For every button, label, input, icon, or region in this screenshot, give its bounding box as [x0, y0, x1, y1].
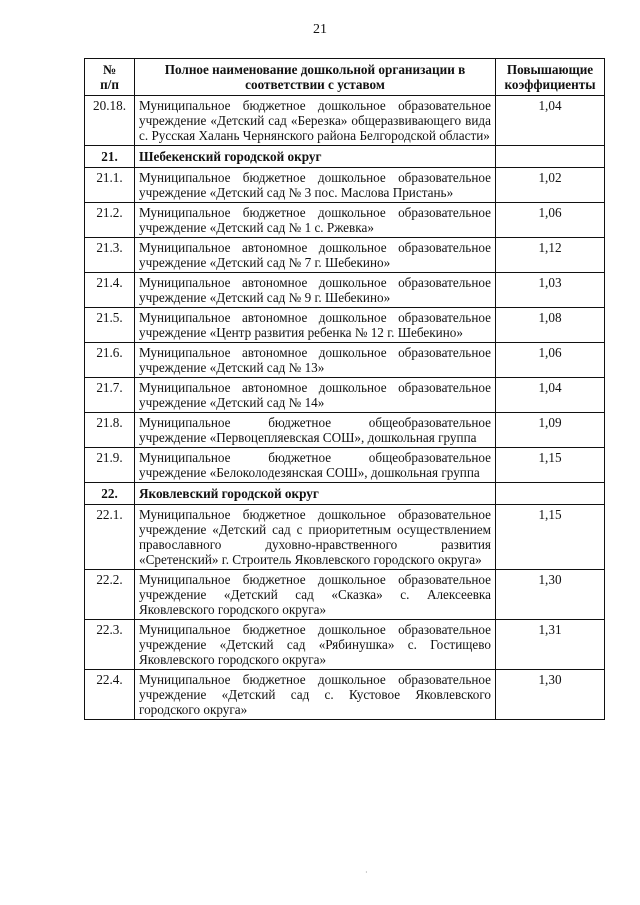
coefficient-value: 1,31 [496, 620, 605, 670]
table-body [85, 96, 605, 720]
table-row [85, 343, 605, 378]
row-number: 21.8. [85, 413, 135, 448]
row-number: 21.2. [85, 203, 135, 238]
row-number: 21.3. [85, 238, 135, 273]
table-row [85, 168, 605, 203]
organization-name: Муниципальное бюджетное общеобразовательное учреждение «Первоцепляевская СОШ», дошкольная группа [135, 413, 496, 448]
coefficient-value: 1,30 [496, 570, 605, 620]
coefficient-value: 1,12 [496, 238, 605, 273]
coefficient-value [496, 483, 605, 505]
coefficient-value: 1,04 [496, 96, 605, 146]
coefficient-value [496, 146, 605, 168]
organization-name: Муниципальное бюджетное дошкольное образовательное учреждение «Детский сад № 1 с. Ржевка» [135, 203, 496, 238]
section-row [85, 146, 605, 168]
header-coefficient: Повышающие коэффициенты [496, 59, 605, 96]
organization-name: Муниципальное автономное дошкольное образовательное учреждение «Детский сад № 9 г. Шебекино» [135, 273, 496, 308]
row-number: 22.4. [85, 670, 135, 720]
coefficient-value: 1,15 [496, 505, 605, 570]
row-number: 22.1. [85, 505, 135, 570]
section-title: Шебекенский городской округ [135, 146, 496, 168]
row-number: 22.2. [85, 570, 135, 620]
organization-name: Муниципальное автономное дошкольное образовательное учреждение «Детский сад № 7 г. Шебекино» [135, 238, 496, 273]
table-row [85, 203, 605, 238]
section-title: Яковлевский городской округ [135, 483, 496, 505]
scan-dot: · [365, 868, 368, 877]
page-number: 21 [313, 22, 327, 37]
coefficient-value: 1,06 [496, 343, 605, 378]
table-row [85, 505, 605, 570]
table-header-row [85, 59, 605, 96]
coefficient-value: 1,15 [496, 448, 605, 483]
organization-name: Муниципальное бюджетное общеобразовательное учреждение «Белоколодезянская СОШ», дошкольная группа [135, 448, 496, 483]
table-row [85, 308, 605, 343]
organization-name: Муниципальное бюджетное дошкольное образовательное учреждение «Детский сад № 3 пос. Маслова Пристань» [135, 168, 496, 203]
coefficient-value: 1,03 [496, 273, 605, 308]
table-row [85, 570, 605, 620]
row-number: 21.7. [85, 378, 135, 413]
table-row [85, 238, 605, 273]
coefficient-value: 1,02 [496, 168, 605, 203]
table-row [85, 448, 605, 483]
organization-name: Муниципальное бюджетное дошкольное образовательное учреждение «Детский сад с приоритетным осуществлением православного духовно-нравственного развития «Сретенский» г. Строитель Яковлевского городского округа» [135, 505, 496, 570]
organization-name: Муниципальное бюджетное дошкольное образовательное учреждение «Детский сад с. Кустовое Яковлевского городского округа» [135, 670, 496, 720]
coefficient-value: 1,30 [496, 670, 605, 720]
table-row [85, 413, 605, 448]
organization-name: Муниципальное автономное дошкольное образовательное учреждение «Центр развития ребенка № 12 г. Шебекино» [135, 308, 496, 343]
row-number: 21.1. [85, 168, 135, 203]
organization-name: Муниципальное бюджетное дошкольное образовательное учреждение «Детский сад «Березка» общеразвивающего вида с. Русская Халань Чернянского района Белгородской области» [135, 96, 496, 146]
row-number: 21.4. [85, 273, 135, 308]
row-number: 21.5. [85, 308, 135, 343]
header-number: № п/п [85, 59, 135, 96]
table-row [85, 670, 605, 720]
organization-name: Муниципальное бюджетное дошкольное образовательное учреждение «Детский сад «Сказка» с. Алексеевка Яковлевского городского округа» [135, 570, 496, 620]
coefficient-value: 1,08 [496, 308, 605, 343]
row-number: 22.3. [85, 620, 135, 670]
coefficient-value: 1,06 [496, 203, 605, 238]
table-row [85, 273, 605, 308]
header-name: Полное наименование дошкольной организации в соответствии с уставом [135, 59, 496, 96]
row-number: 21. [85, 146, 135, 168]
row-number: 21.6. [85, 343, 135, 378]
table-row [85, 620, 605, 670]
coefficient-value: 1,04 [496, 378, 605, 413]
row-number: 22. [85, 483, 135, 505]
organization-name: Муниципальное бюджетное дошкольное образовательное учреждение «Детский сад «Рябинушка» с. Гостищево Яковлевского городского округа» [135, 620, 496, 670]
table-row [85, 378, 605, 413]
organization-name: Муниципальное автономное дошкольное образовательное учреждение «Детский сад № 14» [135, 378, 496, 413]
coefficient-value: 1,09 [496, 413, 605, 448]
row-number: 21.9. [85, 448, 135, 483]
organization-name: Муниципальное автономное дошкольное образовательное учреждение «Детский сад № 13» [135, 343, 496, 378]
table-row [85, 96, 605, 146]
coefficients-table [84, 58, 605, 720]
section-row [85, 483, 605, 505]
row-number: 20.18. [85, 96, 135, 146]
